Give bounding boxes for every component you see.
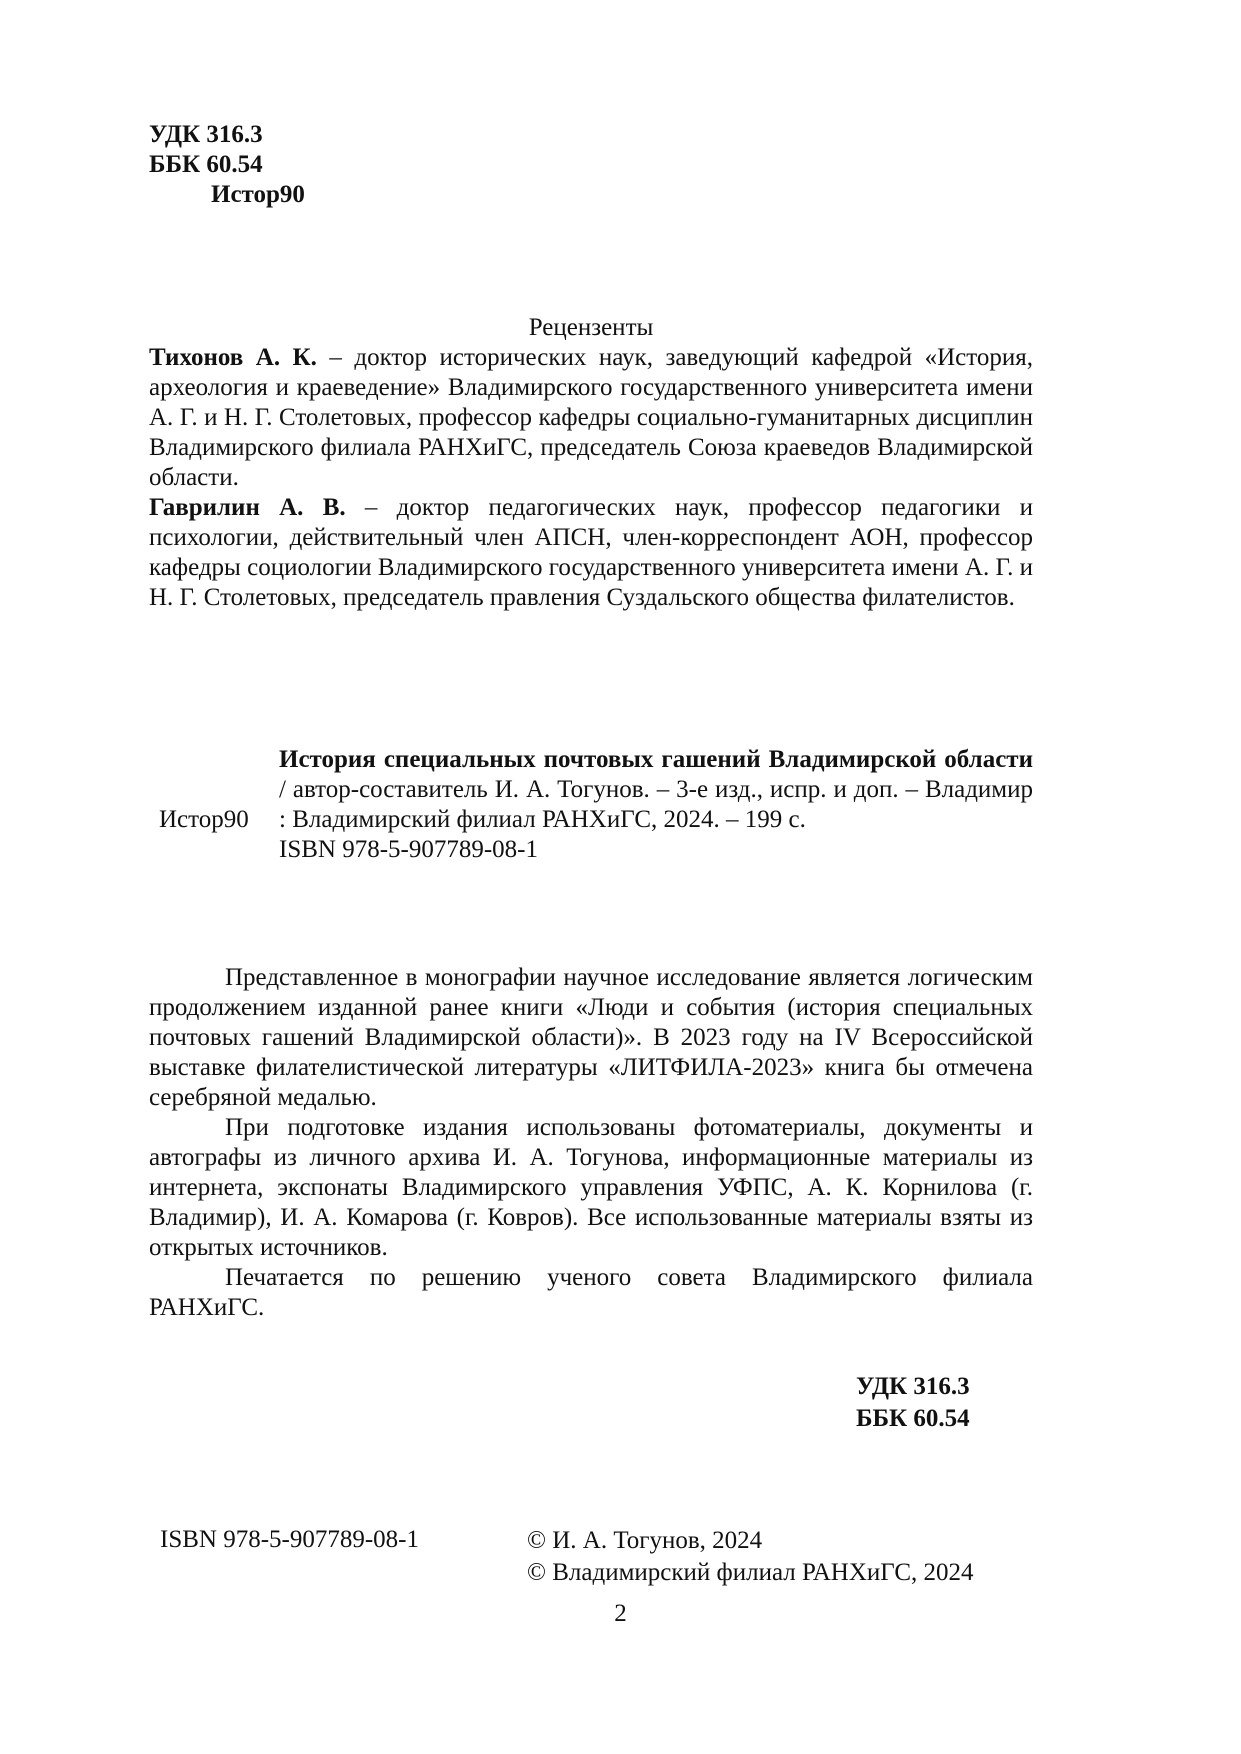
classification-block-bottom	[856, 1371, 970, 1435]
bbk-code: ББК 60.54	[856, 1405, 970, 1432]
bbk-code: ББК 60.54	[149, 151, 263, 178]
book-details: / автор-составитель И. А. Тогунов. – 3-е изд., испр. и доп. – Владимир : Владимирский филиал РАНХиГС, 2024. – 199 с.	[279, 776, 1033, 833]
reviewers-title: Рецензенты	[528, 314, 654, 341]
reviewer-name: Тихонов А. К.	[149, 344, 317, 371]
copyright-publisher: © Владимирский филиал РАНХиГС, 2024	[527, 1559, 974, 1586]
page-number: 2	[614, 1600, 627, 1627]
annotation-section	[149, 963, 1033, 1323]
copyright-block	[527, 1525, 974, 1589]
udk-code: УДК 316.3	[856, 1373, 970, 1400]
reviewer-description: – доктор исторических наук, заведующий кафедрой «История, археология и краеведение» Владимирского государственного университета имени А. Г. и Н. Г. Столетовых, профессор кафедры социально-гуманитарных дисциплин Владимирского филиала РАНХиГС, председатель Союза краеведов Владимирской области.	[149, 344, 1034, 491]
annotation-paragraph: Представленное в монографии научное исследование является логическим продолжением изданной ранее книги «Люди и события (история специальных почтовых гашений Владимирской области)». В 2023 году на IV Всероссийской выставке филателистической литературы «ЛИТФИЛА-2023» книга бы отмечена серебряной медалью.	[149, 964, 1033, 1111]
reviewers-section	[149, 313, 1033, 613]
book-title: История специальных почтовых гашений Владимирской области	[279, 746, 1033, 773]
annotation-paragraph: Печатается по решению ученого совета Владимирского филиала РАНХиГС.	[149, 1264, 1033, 1321]
book-isbn: ISBN 978-5-907789-08-1	[279, 836, 539, 863]
annotation-paragraph: При подготовке издания использованы фотоматериалы, документы и автографы из личного архива И. А. Тогунова, информационные материалы из интернета, экспонаты Владимирского управления УФПС, А. К. Корнилова (г. Владимир), И. А. Комарова (г. Ковров). Все использованные материалы взяты из открытых источников.	[149, 1114, 1033, 1261]
copyright-author: © И. А. Тогунов, 2024	[527, 1527, 763, 1554]
reviewer-entry	[149, 493, 1033, 613]
bibliographic-description	[279, 745, 1033, 835]
bibliographic-record	[149, 745, 1033, 865]
bibliographic-text	[279, 745, 1033, 865]
reviewer-name: Гаврилин А. В.	[149, 494, 346, 521]
reviewer-entry	[149, 343, 1033, 493]
bibliographic-code: Истор90	[159, 806, 249, 833]
reviewer-description: – доктор педагогических наук, профессор педагогики и психологии, действительный член АПСН, член-корреспондент АОН, профессор кафедры социологии Владимирского государственного университета имени А. Г. и Н. Г. Столетовых, председатель правления Суздальского общества филателистов.	[149, 494, 1033, 611]
udk-code: УДК 316.3	[149, 121, 263, 148]
author-mark: Истор90	[211, 181, 305, 208]
classification-block-top	[149, 120, 305, 210]
footer-isbn: ISBN 978-5-907789-08-1	[160, 1526, 420, 1553]
